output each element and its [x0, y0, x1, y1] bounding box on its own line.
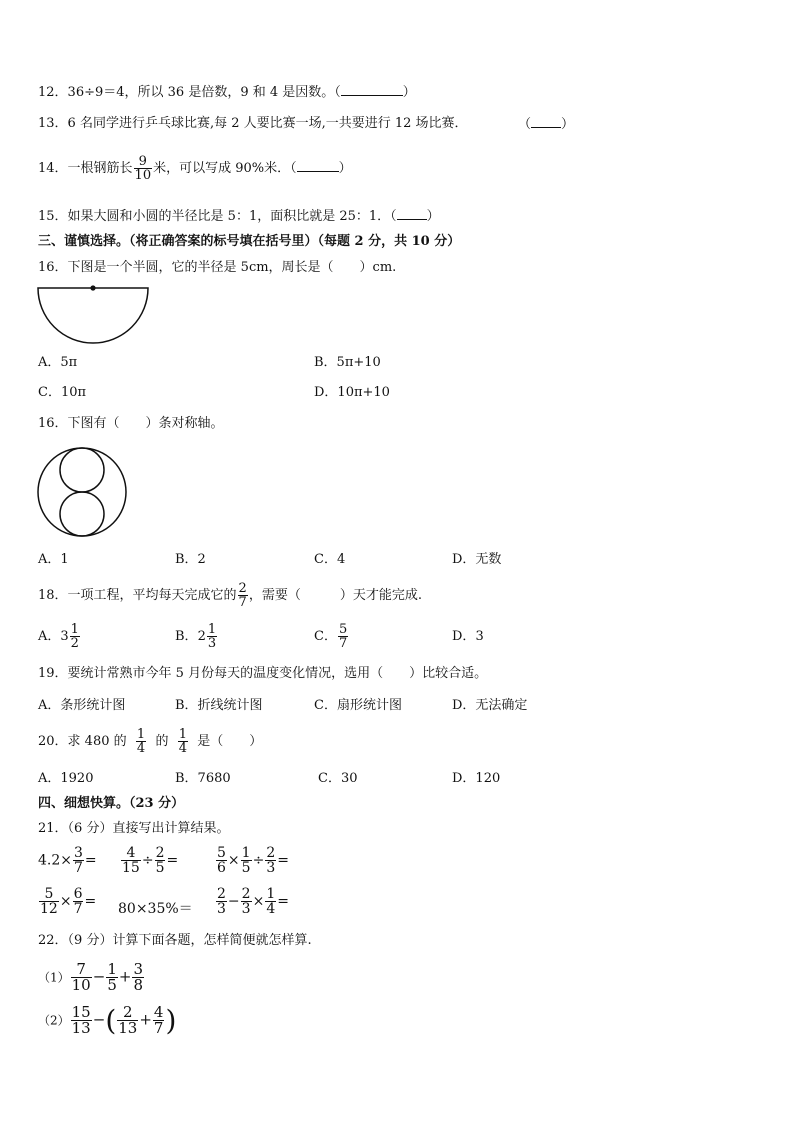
option-d[interactable]: D．10π+10 [314, 385, 390, 400]
question-20: 20．求 480 的 $\frac{1}{4}$ 的 $\frac{1}{4}$ 是（ ） [38, 727, 263, 756]
section-4-title: 四、细想快算。（23 分） [38, 796, 185, 811]
expr-1: 4.2× $\frac{3}{7}$ = [38, 845, 97, 876]
option-d[interactable]: D．120 [452, 771, 501, 786]
expr-4: $\frac{5}{12}$ × $\frac{6}{7}$ = [40, 886, 97, 917]
question-13-answer: （ ） [518, 117, 575, 132]
option-c[interactable]: C．扇形统计图 [314, 698, 402, 713]
circles-figure [36, 446, 128, 538]
answer-blank[interactable] [531, 115, 561, 128]
section-3-title: 三、谨慎选择。（将正确答案的标号填在括号里）（每题 2 分，共 10 分） [38, 234, 461, 249]
calc-2: （2） $\frac{15}{13}$ −( $\frac{2}{13}$ + $\frac{4}{7}$ ) [38, 1003, 177, 1037]
question-15: 15．如果大圆和小圆的半径比是 5：1，面积比就是 25：1．（ ） [38, 209, 440, 224]
expr-3: $\frac{5}{6}$ × $\frac{1}{5}$ ÷ $\frac{2}{3}$ = [217, 845, 289, 876]
question-16-symmetry: 16．下图有（ ）条对称轴。 [38, 416, 224, 431]
question-14: 14．一根钢筋长 $\frac{9}{10}$ 米，可以写成 90%米．（ ） [38, 154, 352, 183]
option-a[interactable]: A．1 [38, 552, 69, 567]
option-a[interactable]: A．3 $\frac{1}{2}$ [38, 622, 79, 651]
option-a[interactable]: A．1920 [38, 771, 94, 786]
question-21: 21．（6 分）直接写出计算结果。 [38, 821, 230, 836]
option-d[interactable]: D．无数 [452, 552, 502, 567]
question-18: 18．一项工程，平均每天完成它的 $\frac{2}{7}$ ，需要（ ）天才能完成. [38, 581, 422, 610]
option-c[interactable]: C．30 [318, 771, 358, 786]
option-b[interactable]: B．折线统计图 [175, 698, 263, 713]
option-d[interactable]: D．无法确定 [452, 698, 528, 713]
fraction: $\frac{1}{4}$ [136, 727, 146, 756]
question-13: 13．6 名同学进行乒乓球比赛,每 2 人要比赛一场,一共要进行 12 场比赛． [38, 116, 468, 131]
fraction: $\frac{2}{7}$ [238, 581, 247, 610]
expr-2: $\frac{4}{15}$ ÷ $\frac{2}{5}$ = [122, 845, 179, 876]
question-12: 12．36÷9＝4，所以 36 是倍数，9 和 4 是因数。（ ） [38, 85, 416, 100]
semicircle-figure [36, 285, 150, 347]
expr-5: 80×35%＝ [118, 901, 193, 917]
option-d[interactable]: D．3 [452, 629, 484, 644]
calc-1: （1） $\frac{7}{10}$ − $\frac{1}{5}$ + $\frac{3}{8}$ [38, 960, 143, 994]
question-19: 19．要统计常熟市今年 5 月份每天的温度变化情况，选用（ ）比较合适。 [38, 666, 488, 681]
fraction: $\frac{9}{10}$ [134, 154, 152, 183]
answer-blank[interactable] [297, 159, 339, 172]
option-b[interactable]: B．2 [175, 552, 206, 567]
fraction: $\frac{1}{4}$ [178, 727, 187, 756]
option-c[interactable]: C． $\frac{5}{7}$ [314, 622, 348, 651]
expr-6: $\frac{2}{3}$ − $\frac{2}{3}$ × $\frac{1}{4}$ = [217, 886, 289, 917]
option-b[interactable]: B．2 $\frac{1}{3}$ [175, 622, 217, 651]
option-c[interactable]: C．10π [38, 385, 87, 400]
question-22: 22．（9 分）计算下面各题，怎样简便就怎样算. [38, 933, 312, 948]
option-a[interactable]: A．5π [38, 355, 78, 370]
option-b[interactable]: B．5π+10 [314, 355, 381, 370]
answer-blank[interactable] [397, 207, 427, 220]
option-a[interactable]: A．条形统计图 [38, 698, 126, 713]
option-c[interactable]: C．4 [314, 552, 346, 567]
answer-blank[interactable] [341, 83, 403, 96]
option-b[interactable]: B．7680 [175, 771, 231, 786]
question-16-semicircle: 16．下图是一个半圆，它的半径是 5cm，周长是（ ）cm. [38, 260, 397, 275]
